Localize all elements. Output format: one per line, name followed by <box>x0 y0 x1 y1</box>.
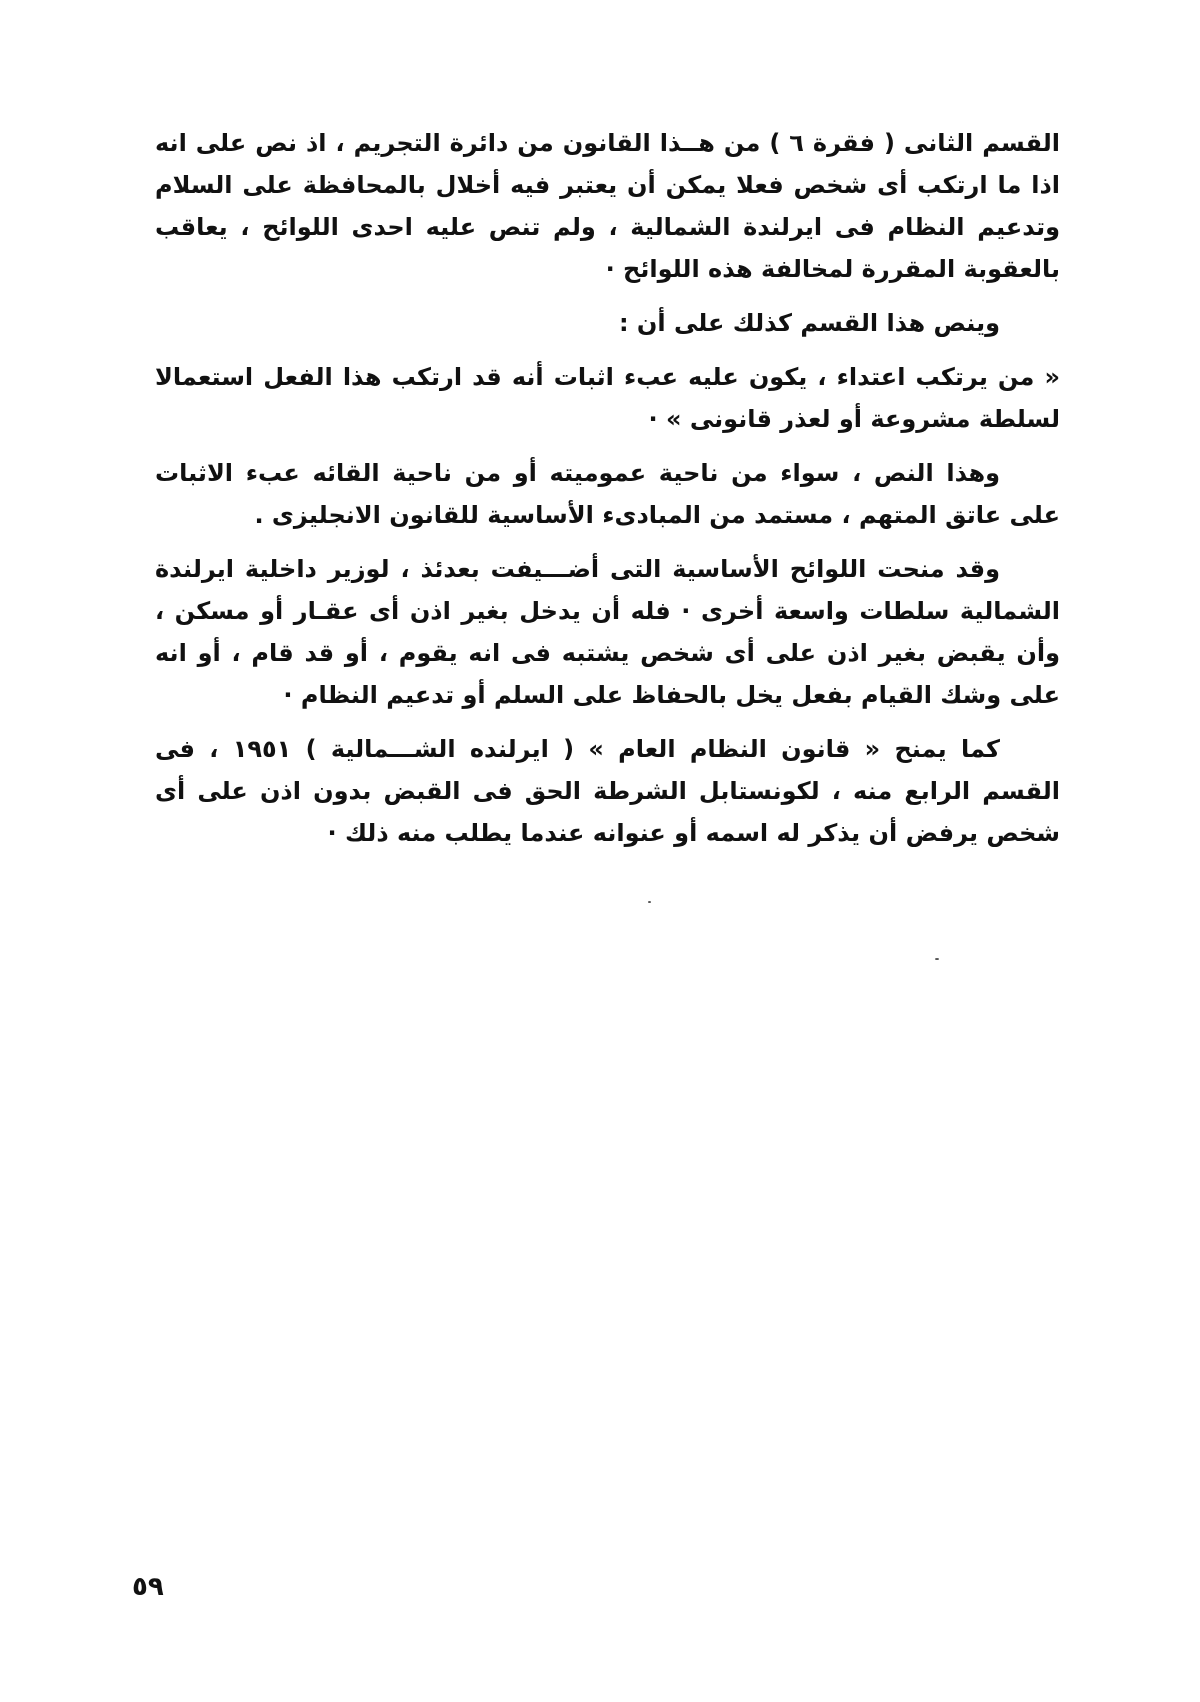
scan-speck <box>648 901 651 903</box>
paragraph-section-two: القسم الثانى ( فقرة ٦ ) من هــذا القانون من دائرة التجريم ، اذ نص على انه اذا ما ارتكب أى شخص فعلا يمكن أن يعتبر فيه أخلال بالمحافظة على السلام وتدعيم النظام فى ايرلندة الشمالية ، ولم تنص عليه احدى اللوائح ، يعاقب بالعقوبة المقررة لمخالفة هذه اللوائح · <box>155 129 1060 283</box>
paragraph-burden-of-proof: وهذا النص ، سواء من ناحية عموميته أو من ناحية القائه عبء الاثبات على عاتق المتهم ، مستمد من المبادىء الأساسية للقانون الانجليزى . <box>155 459 1060 529</box>
paragraph-quotation: « من يرتكب اعتداء ، يكون عليه عبء اثبات أنه قد ارتكب هذا الفعل استعمالا لسلطة مشروعة أو لعذر قانونى » · <box>155 363 1060 433</box>
scan-speck <box>935 958 939 960</box>
body-text <box>155 122 1060 866</box>
paragraph-public-order-act: كما يمنح « قانون النظام العام » ( ايرلنده الشـــمالية ) ١٩٥١ ، فى القسم الرابع منه ، لكونستابل الشرطة الحق فى القبض بدون اذن على أى شخص يرفض أن يذكر له اسمه أو عنوانه عندما يطلب منه ذلك · <box>155 735 1060 847</box>
page-number: ٥٩ <box>132 1572 164 1602</box>
paragraph-regulations: وقد منحت اللوائح الأساسية التى أضـــيفت بعدئذ ، لوزير داخلية ايرلندة الشمالية سلطات واسعة أخرى · فله أن يدخل بغير اذن أى عقـار أو مسكن ، وأن يقبض بغير اذن على أى شخص يشتبه فى انه يقوم ، أو قد قام ، أو انه على وشك القيام بفعل يخل بالحفاظ على السلم أو تدعيم النظام · <box>155 555 1060 709</box>
paragraph-section-provides: وينص هذا القسم كذلك على أن : <box>618 309 1000 337</box>
